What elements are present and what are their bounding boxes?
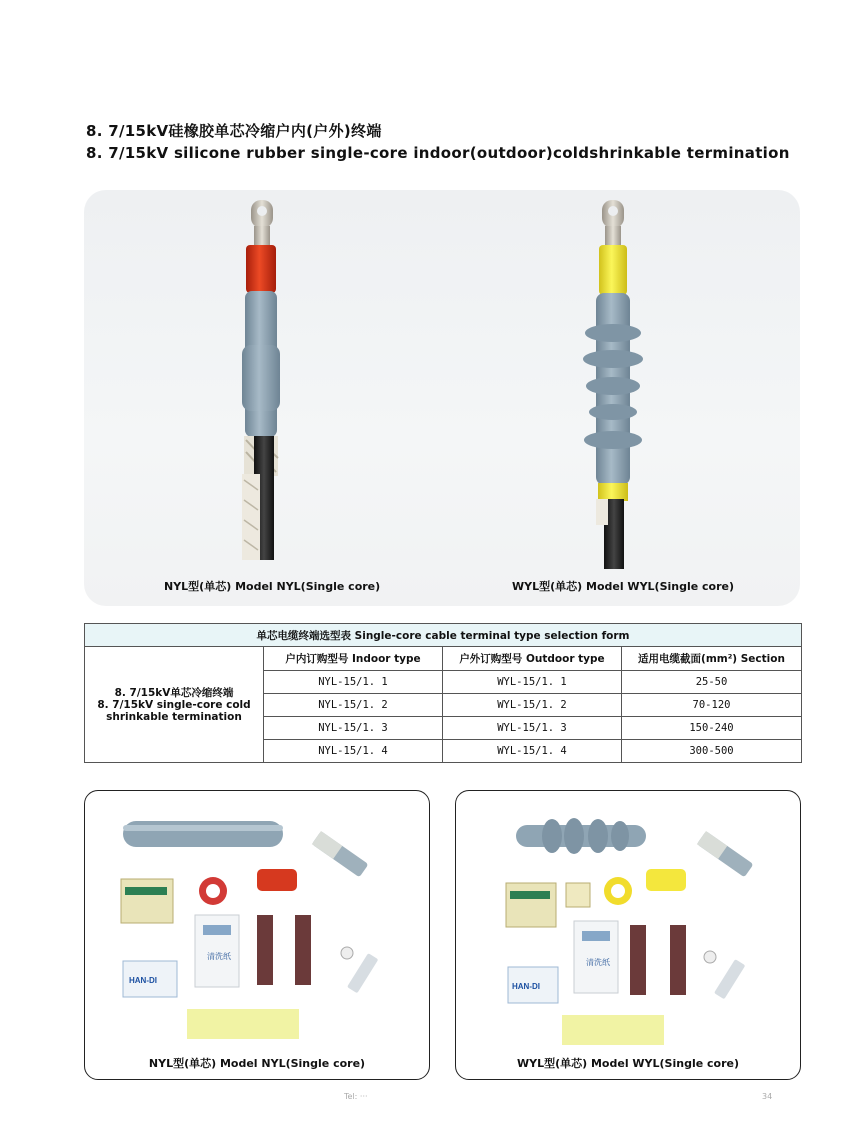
outdoor-type-cell: WYL-15/1. 2 <box>443 694 622 717</box>
outdoor-type-cell: WYL-15/1. 3 <box>443 717 622 740</box>
wyl-kit-cleaner-label: 清洗纸 <box>586 958 610 967</box>
nyl-kit-contents-image <box>85 791 429 1051</box>
section-cell: 25-50 <box>622 671 802 694</box>
row-label-line: 8. 7/15kV single-core cold <box>97 698 251 711</box>
indoor-type-cell: NYL-15/1. 1 <box>264 671 443 694</box>
indoor-type-cell: NYL-15/1. 2 <box>264 694 443 717</box>
wyl-termination-image <box>583 200 643 569</box>
page-number: 34 <box>762 1092 773 1101</box>
nyl-termination-image <box>242 200 280 560</box>
outdoor-type-cell: WYL-15/1. 4 <box>443 740 622 763</box>
indoor-type-cell: NYL-15/1. 3 <box>264 717 443 740</box>
title-chinese: 8. 7/15kV硅橡胶单芯冷缩户内(户外)终端 <box>86 122 382 140</box>
nyl-kit-brand-label: HAN-DI <box>129 976 157 985</box>
product-photo-panel <box>84 190 800 606</box>
wyl-kit-box <box>455 790 801 1080</box>
selection-table <box>84 623 802 763</box>
column-header-section: 适用电缆截面(mm²) Section <box>622 647 802 671</box>
indoor-type-cell: NYL-15/1. 4 <box>264 740 443 763</box>
wyl-kit-contents-image <box>456 791 800 1051</box>
row-label-line: 8. 7/15kV单芯冷缩终端 <box>114 686 234 699</box>
termination-photos <box>84 190 800 606</box>
wyl-kit-caption: WYL型(单芯) Model WYL(Single core) <box>516 1057 739 1070</box>
nyl-kit-caption: NYL型(单芯) Model NYL(Single core) <box>148 1057 366 1070</box>
row-label-line: shrinkable termination <box>106 710 242 723</box>
nyl-kit-cleaner-label: 清洗纸 <box>207 952 231 961</box>
wyl-photo-caption: WYL型(单芯) Model WYL(Single core) <box>512 580 735 593</box>
wyl-kit-brand-label: HAN-DI <box>512 982 540 991</box>
table-title: 单芯电缆终端选型表 Single-core cable terminal type selection form <box>85 624 802 647</box>
table-row-label <box>85 647 264 763</box>
column-header-indoor: 户内订购型号 Indoor type <box>264 647 443 671</box>
section-cell: 300-500 <box>622 740 802 763</box>
footer-contact: Tel: ··· <box>344 1092 368 1101</box>
nyl-photo-caption: NYL型(单芯) Model NYL(Single core) <box>164 580 381 593</box>
nyl-kit-box <box>84 790 430 1080</box>
outdoor-type-cell: WYL-15/1. 1 <box>443 671 622 694</box>
section-cell: 150-240 <box>622 717 802 740</box>
title-english: 8. 7/15kV silicone rubber single-core indoor(outdoor)coldshrinkable termination <box>86 144 790 162</box>
section-cell: 70-120 <box>622 694 802 717</box>
column-header-outdoor: 户外订购型号 Outdoor type <box>443 647 622 671</box>
